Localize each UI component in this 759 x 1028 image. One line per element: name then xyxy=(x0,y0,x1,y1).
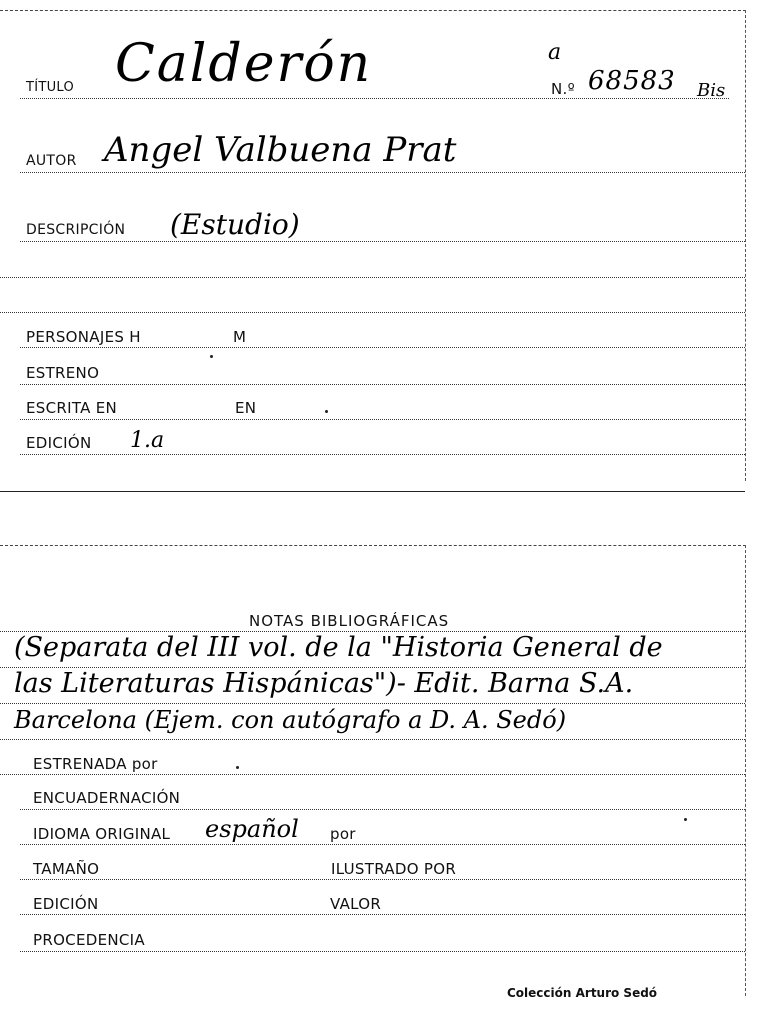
collection-footer: Colección Arturo Sedó xyxy=(507,986,658,1000)
notas-line-3: Barcelona (Ejem. con autógrafo a D. A. Sedó) xyxy=(14,706,567,734)
escrita-en-label: ESCRITA EN xyxy=(26,399,118,417)
edicion-bottom-line xyxy=(20,913,745,915)
estreno-line xyxy=(20,383,745,385)
idioma-por-label: por xyxy=(330,825,356,843)
descripcion-line-3 xyxy=(0,311,745,313)
tamano-label: TAMAÑO xyxy=(33,860,100,878)
descripcion-value: (Estudio) xyxy=(170,208,300,241)
scan-speck xyxy=(210,355,213,358)
valor-label: VALOR xyxy=(330,895,382,913)
scan-speck xyxy=(236,766,239,769)
personajes-line xyxy=(20,346,745,348)
encuadernacion-label: ENCUADERNACIÓN xyxy=(33,789,181,807)
descripcion-line-2 xyxy=(0,276,745,278)
tamano-line xyxy=(20,878,745,880)
escrita-en-line xyxy=(20,418,745,420)
numero-suffix: Bis xyxy=(697,80,726,101)
numero-superscript: a xyxy=(548,40,562,65)
notas-title: NOTAS BIBLIOGRÁFICAS xyxy=(249,612,450,630)
scan-speck xyxy=(684,818,687,821)
numero-value: 68583 xyxy=(588,66,676,96)
descripcion-label: DESCRIPCIÓN xyxy=(26,222,126,238)
scan-speck xyxy=(325,410,328,413)
notas-line-3-rule xyxy=(0,738,745,740)
edicion-value: 1.a xyxy=(130,428,165,453)
estrenada-line xyxy=(0,773,745,775)
procedencia-label: PROCEDENCIA xyxy=(33,931,145,949)
notas-line-1: (Separata del III vol. de la "Historia General de xyxy=(14,632,663,663)
ilustrado-label: ILUSTRADO POR xyxy=(331,860,457,878)
autor-value: Angel Valbuena Prat xyxy=(104,130,457,170)
personajes-label: PERSONAJES H xyxy=(26,328,141,346)
descripcion-line xyxy=(20,240,745,242)
escrita-en-en-label: EN xyxy=(235,399,257,417)
edicion-bottom-label: EDICIÓN xyxy=(33,895,99,913)
edicion-line xyxy=(20,453,745,455)
notas-line-2-rule xyxy=(0,702,745,704)
titulo-line xyxy=(20,97,729,99)
encuadernacion-line xyxy=(20,808,745,810)
estrenada-label: ESTRENADA por xyxy=(33,755,158,773)
personajes-m-label: M xyxy=(233,328,247,346)
idioma-value: español xyxy=(205,815,299,843)
numero-prefix: N.º xyxy=(551,80,575,98)
idioma-line xyxy=(20,843,745,845)
autor-label: AUTOR xyxy=(26,153,77,169)
titulo-label: TÍTULO xyxy=(26,80,75,95)
card-separator xyxy=(0,491,745,492)
procedencia-line xyxy=(20,950,745,952)
edicion-label: EDICIÓN xyxy=(26,434,92,452)
idioma-label: IDIOMA ORIGINAL xyxy=(33,825,171,843)
titulo-value: Calderón xyxy=(115,34,373,94)
autor-line xyxy=(20,171,745,173)
estreno-label: ESTRENO xyxy=(26,364,100,382)
notas-line-2: las Literaturas Hispánicas")- Edit. Barna S.A. xyxy=(14,668,634,699)
